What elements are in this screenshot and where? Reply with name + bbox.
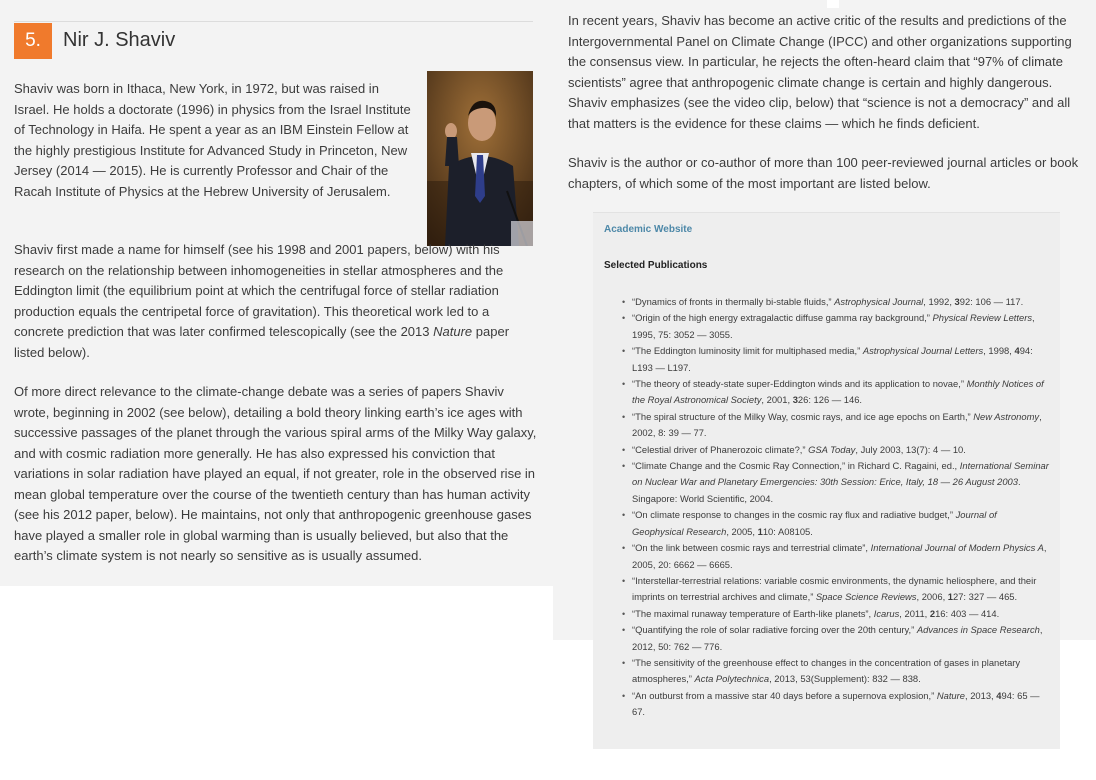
academic-website-link[interactable]: Academic Website — [604, 224, 693, 235]
publication-item — [620, 343, 1050, 376]
section-number-badge: 5. — [14, 23, 52, 59]
bio-paragraph-1: Shaviv was born in Ithaca, New York, in 1972, but was raised in Israel. He holds a doctorate (1996) in physics from the Israel Institute of Technology in Haifa. He spent a year as an IBM Einstein Fellow at the highly prestigious Institute for Advanced Study in Princeton, New Jersey (2014 — 2015). He is currently Professor and Chair of the Racah Institute of Physics at the Hebrew University of Jerusalem. — [14, 81, 411, 199]
publication-item — [620, 622, 1050, 655]
journal-name-nature: Nature — [433, 324, 473, 339]
publication-journal: Nature — [936, 689, 965, 701]
publication-title: “An outburst from a massive star 40 days before a supernova explosion,” — [632, 689, 937, 701]
publication-year: , 2002, 8: 39 — 77. — [632, 410, 1042, 439]
critic-paragraph: In recent years, Shaviv has become an active critic of the results and predictions of the Intergovernmental Panel on Climate Change (IPCC) and other organizations supporting the consensus view. In particular, he rejects the often-heard claim that “97% of climate scientists” agree that anthropogenic climate change is certain and highly dangerous. Shaviv emphasizes (see the video clip, below) that “science is not a democracy” and all that matters is the evidence for these claims — which he finds deficient. — [568, 13, 1072, 131]
publication-item — [620, 442, 1050, 458]
section-divider — [14, 21, 533, 22]
publication-journal: International Seminar on Nuclear War and Planetary Emergencies: 30th Session: Erice, Italy, 18 — 26 August 2003 — [632, 460, 1049, 488]
publication-list — [620, 294, 1050, 721]
publication-journal: GSA Today — [808, 443, 856, 455]
publication-item — [620, 376, 1050, 409]
portrait-illustration — [427, 71, 533, 246]
publication-pages: 94: 65 — 67. — [632, 689, 1040, 718]
publication-journal: Astrophysical Journal Letters — [862, 345, 984, 357]
publication-title: “Celestial driver of Phanerozoic climate?,” — [632, 443, 809, 455]
publication-item — [620, 310, 1050, 343]
portrait-photo — [427, 71, 533, 246]
publication-item — [620, 688, 1050, 721]
publication-journal: Astrophysical Journal — [834, 296, 924, 307]
bio-paragraph-2 — [14, 240, 539, 363]
publication-year: , 1992, — [923, 296, 955, 307]
publication-year: , 2013, 53(Supplement): 832 — 838. — [769, 673, 921, 685]
publication-year: , 2005, — [726, 525, 758, 537]
publication-volume-digit: 1 — [757, 525, 763, 537]
publication-journal: Acta Polytechnica — [694, 673, 770, 685]
publication-title: “Origin of the high energy extragalactic diffuse gamma ray background,” — [632, 312, 933, 324]
publication-title: “On climate response to changes in the cosmic ray flux and radiative budget,” — [632, 509, 956, 521]
publication-title: “Climate Change and the Cosmic Ray Connection,” in Richard C. Ragaini, ed., — [632, 460, 960, 472]
publication-pages: 27: 327 — 465. — [953, 591, 1018, 603]
publication-year: , 2011, — [899, 607, 930, 619]
bio-paragraph-2-text: Shaviv first made a name for himself (see his 1998 and 2001 papers, below) with his research on the relationship between inhomogeneities in stellar atmospheres and the Eddington limit (the equilibrium point at which the centrifugal force of stellar radiation production equals the centripetal force of gravitation). This theoretical work led to a concrete prediction that was later confirmed telescopically (see the 2013 — [14, 242, 504, 339]
publication-journal: Space Science Reviews — [815, 591, 917, 603]
publication-year: , July 2003, 13(7): 4 — 10. — [855, 443, 966, 455]
panel-gap — [827, 0, 839, 8]
publication-year: . Singapore: World Scientific, 2004. — [632, 476, 1021, 504]
person-name-heading: Nir J. Shaviv — [63, 29, 176, 51]
publication-year: , 1995, 75: 3052 — 3055. — [632, 312, 1035, 340]
publication-journal: Advances in Space Research — [916, 624, 1040, 636]
publication-journal: Physical Review Letters — [932, 312, 1033, 324]
publication-pages: 26: 126 — 146. — [797, 394, 863, 406]
publication-year: , 2001, — [761, 394, 793, 406]
publication-journal: Icarus — [873, 607, 900, 619]
publication-pages: 94: L193 — L197. — [632, 345, 1033, 373]
publication-year: , 2013, — [964, 689, 997, 701]
publication-year: , 2012, 50: 762 — 776. — [632, 624, 1043, 652]
publication-journal: New Astronomy — [973, 410, 1040, 422]
publication-year: , 2006, — [916, 591, 948, 603]
publication-item — [620, 294, 1050, 310]
publication-title: “Interstellar-terrestrial relations: variable cosmic environments, the dynamic heliosphere, and their imprints on terrestrial archives and climate,” — [632, 574, 1037, 603]
publication-title: “Dynamics of fronts in thermally bi-stable fluids,” — [632, 296, 835, 307]
publication-pages: 16: 403 — 414. — [935, 607, 1000, 619]
publication-title: “On the link between cosmic rays and terrestrial climate”, — [632, 542, 871, 554]
publication-pages: 10: A08105. — [762, 525, 813, 537]
publication-title: “The sensitivity of the greenhouse effect to changes in the concentration of gases in planetary atmospheres,” — [632, 656, 1021, 685]
publication-item — [620, 655, 1050, 688]
author-paragraph: Shaviv is the author or co-author of more than 100 peer-reviewed journal articles or book chapters, of which some of the most important are listed below. — [568, 155, 1079, 191]
publication-year: , 1998, — [983, 345, 1015, 357]
publication-pages: 92: 106 — 117. — [959, 296, 1024, 307]
publication-year: , 2005, 20: 6662 — 6665. — [632, 542, 1047, 570]
publication-title: “The maximal runaway temperature of Earth-like planets”, — [632, 607, 874, 619]
publication-item — [620, 409, 1050, 442]
publication-title: “The theory of steady-state super-Eddington winds and its application to novae,” — [632, 378, 967, 390]
publication-title: “The spiral structure of the Milky Way, cosmic rays, and ice age epochs on Earth,” — [632, 410, 974, 422]
publication-journal: International Journal of Modern Physics A — [870, 542, 1044, 554]
publication-volume-digit: 2 — [929, 607, 936, 619]
bio-paragraph-3: Of more direct relevance to the climate-change debate was a series of papers Shaviv wrote, beginning in 2002 (see below), detailing a bold theory linking earth’s ice ages with successive passages of the planet through the various spiral arms of the Milky Way galaxy, and with cosmic radiation more generally. He has also expressed his conviction that variations in solar radiation have played an equal, if not greater, role in the observed rise in mean global temperature over the course of the twentieth century than has human activity (see his 2012 paper, below). He maintains, not only that anthropogenic greenhouse gases have played a smaller role in global warming than is usually believed, but also that the earth’s climate system is not nearly so sensitive as is usually assumed. — [14, 384, 537, 563]
publication-volume-digit: 3 — [792, 394, 798, 406]
publication-volume-digit: 1 — [947, 591, 953, 603]
publication-title: “The Eddington luminosity limit for multiphased media,” — [632, 345, 863, 357]
publication-item — [620, 573, 1050, 606]
bio-paragraph-2-end: paper listed below). — [14, 324, 510, 360]
publications-heading: Selected Publications — [604, 260, 708, 271]
publication-item — [620, 507, 1050, 540]
publication-item — [620, 540, 1050, 573]
publication-volume-digit: 4 — [996, 689, 1002, 701]
publication-journal: Monthly Notices of the Royal Astronomical Society — [632, 378, 1044, 406]
publication-item — [620, 458, 1050, 507]
publication-item — [620, 606, 1050, 622]
publication-title: “Quantifying the role of solar radiative forcing over the 20th century,” — [632, 624, 917, 636]
publication-volume-digit: 3 — [954, 296, 960, 307]
publication-volume-digit: 4 — [1014, 345, 1020, 357]
publication-journal: Journal of Geophysical Research — [632, 509, 997, 537]
